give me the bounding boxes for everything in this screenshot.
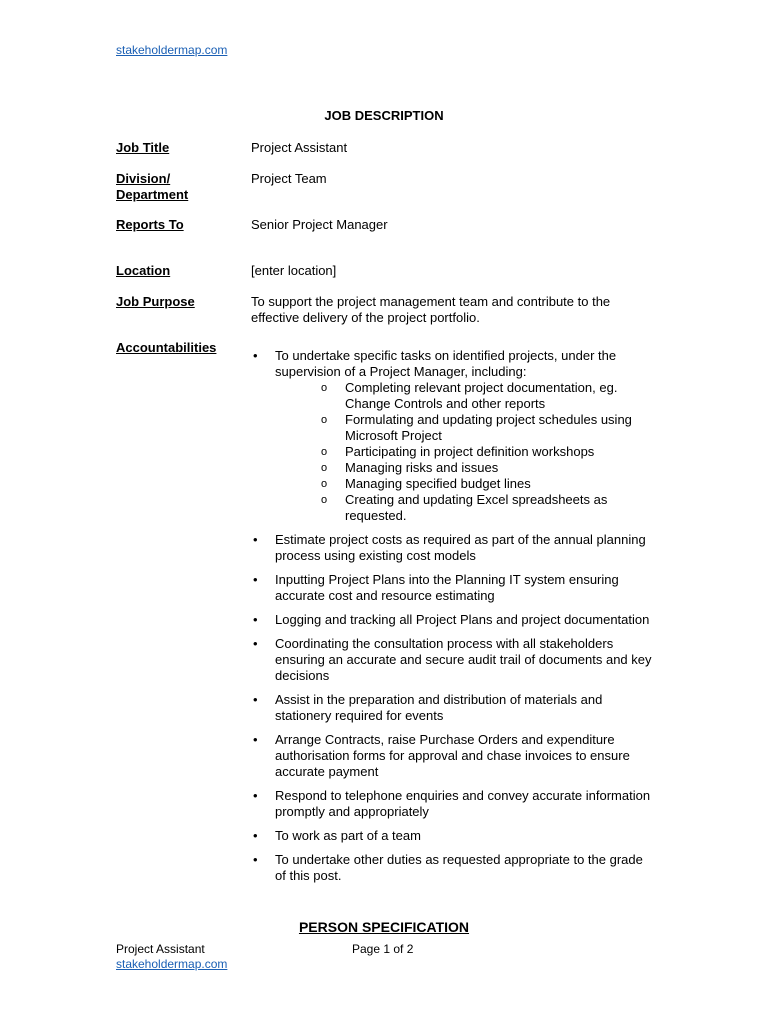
- job-purpose-value: To support the project management team and contribute to the effective delivery of the project portfolio.: [251, 294, 611, 325]
- list-item: • Logging and tracking all Project Plans and project documentation: [251, 612, 656, 628]
- division-value: Project Team: [251, 171, 327, 186]
- accountabilities-label: Accountabilities: [116, 340, 217, 355]
- job-title-value: Project Assistant: [251, 140, 348, 155]
- list-item: [251, 348, 656, 524]
- job-purpose-label: Job Purpose: [116, 294, 195, 309]
- sub-list-item: o Creating and updating Excel spreadsheets as requested.: [275, 492, 656, 524]
- list-item: • Inputting Project Plans into the Planning IT system ensuring accurate cost and resource estimating: [251, 572, 656, 604]
- sub-list-item: o Managing specified budget lines: [275, 476, 656, 492]
- sub-list-item: o Completing relevant project documentation, eg. Change Controls and other reports: [275, 380, 656, 412]
- division-label-line2: Department: [116, 187, 189, 202]
- list-item-text: • To undertake specific tasks on identified projects, under the supervision of a Project Manager, including:: [275, 348, 617, 379]
- sub-list-item: o Formulating and updating project schedules using Microsoft Project: [275, 412, 656, 444]
- division-label: [116, 171, 241, 203]
- sub-list-item: o Participating in project definition workshops: [275, 444, 656, 460]
- list-item: • Respond to telephone enquiries and convey accurate information promptly and appropriately: [251, 788, 656, 820]
- list-item: • Arrange Contracts, raise Purchase Orders and expenditure authorisation forms for approval and chase invoices to ensure accurate payment: [251, 732, 656, 780]
- location-value: [enter location]: [251, 263, 337, 278]
- division-label-line1: Division/: [116, 171, 171, 186]
- sub-list-item: o Managing risks and issues: [275, 460, 656, 476]
- list-item: • Coordinating the consultation process with all stakeholders ensuring an accurate and secure audit trail of documents and key decisions: [251, 636, 656, 684]
- person-specification-heading: PERSON SPECIFICATION: [298, 919, 470, 935]
- reports-to-label: Reports To: [116, 217, 184, 232]
- footer-document-title: Project Assistant: [116, 942, 205, 956]
- list-item: • To undertake other duties as requested appropriate to the grade of this post.: [251, 852, 656, 884]
- list-item: • Estimate project costs as required as part of the annual planning process using existing cost models: [251, 532, 656, 564]
- list-item: • Assist in the preparation and distribution of materials and stationery required for events: [251, 692, 656, 724]
- location-label: Location: [116, 263, 171, 278]
- job-title-label: Job Title: [116, 140, 170, 155]
- document-title-text: JOB DESCRIPTION: [324, 108, 444, 123]
- accountabilities-list: [251, 348, 656, 892]
- sub-list: [275, 380, 656, 524]
- list-item: • To work as part of a team: [251, 828, 656, 844]
- document-title: [0, 108, 768, 123]
- header-link[interactable]: stakeholdermap.com: [116, 43, 228, 57]
- reports-to-value: Senior Project Manager: [251, 217, 388, 232]
- footer-link[interactable]: stakeholdermap.com: [116, 957, 228, 971]
- footer-page-number: Page 1 of 2: [352, 942, 414, 956]
